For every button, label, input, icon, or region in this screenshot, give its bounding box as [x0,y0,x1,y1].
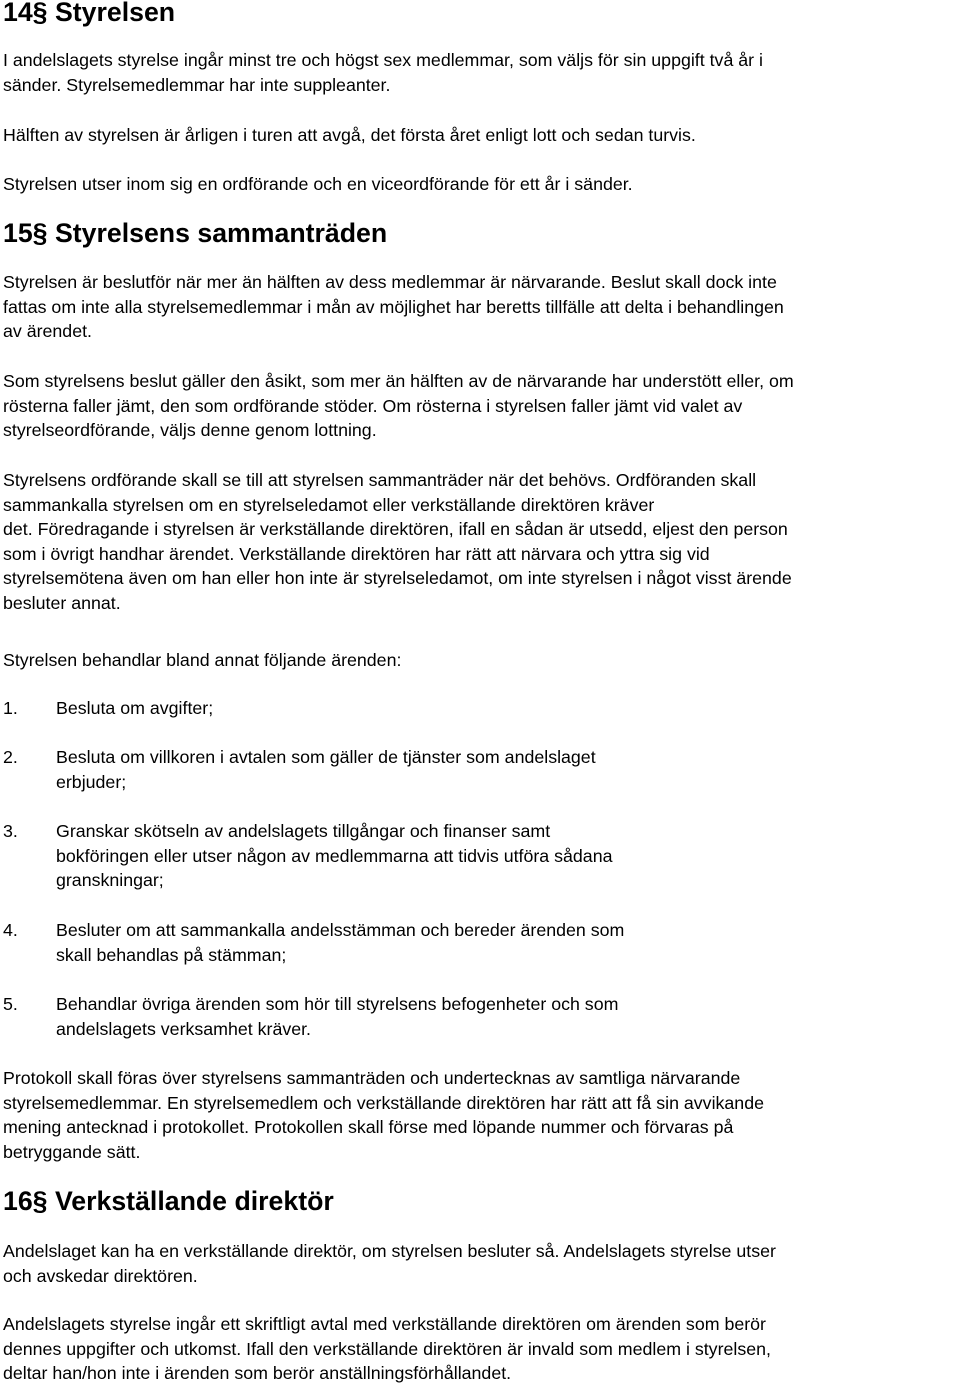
list-item-number: 3. [3,821,18,841]
paragraph-chair-election: Styrelsen utser inom sig en ordförande och en viceordförande för ett år i sänder. [3,174,633,194]
paragraph-board-composition: I andelslagets styrelse ingår minst tre och högst sex medlemmar, som väljs för sin uppgift två år i sänder. Styrelsemedlemmar har inte suppleanter. [3,50,763,95]
section-heading-14: 14§ Styrelsen [3,0,176,27]
list-item-number: 2. [3,747,18,767]
paragraph-ceo-contract: Andelslagets styrelse ingår ett skriftligt avtal med verkställande direktören om ärenden som berör dennes uppgifter och utkomst. Ifall den verkställande direktören är invald som medlem i styrelsen, deltar han/hon inte i ärenden som berör anställningsförhållandet. [3,1314,771,1384]
list-item-number: 1. [3,698,18,718]
list-item-text: Besluter om att sammankalla andelsstämman och bereder ärenden som skall behandlas på stämman; [56,920,625,965]
paragraph-ceo-appointment: Andelslaget kan ha en verkställande direktör, om styrelsen besluter så. Andelslagets styrelse utser och avskedar direktören. [3,1241,776,1286]
section-heading-15: 15§ Styrelsens sammanträden [3,218,388,248]
section-heading-16: 16§ Verkställande direktör [3,1186,334,1216]
paragraph-quorum: Styrelsen är beslutför när mer än hälften av dess medlemmar är närvarande. Beslut skall dock inte fattas om inte alla styrelsemedlemmar i mån av möjlighet har beretts tillfälle att delta i behandlingen av ärendet. [3,272,784,342]
paragraph-chair-duties: Styrelsens ordförande skall se till att styrelsen sammanträder när det behövs. Ordföranden skall sammankalla styrelsen om en styrelseledamot eller verkställande direktören kräver det. Föredragande i styrelsen är verkställande direktören, ifall en sådan är utsedd, eljest den person som i övrigt handhar ärendet. Verkställande direktören har rätt att närvara och yttra sig vid styrelsemötena även om han eller hon inte är styrelseledamot, om inte styrelsen i något visst ärende besluter annat. [3,470,792,613]
list-item-number: 5. [3,994,18,1014]
paragraph-minutes: Protokoll skall föras över styrelsens sammanträden och undertecknas av samtliga närvarande styrelsemedlemmar. En styrelsemedlem och verkställande direktören har rätt att få sin avvikande mening antecknad i protokollet. Protokollen skall förse med löpande nummer och förvaras på betryggande sätt. [3,1068,764,1162]
paragraph-board-rotation: Hälften av styrelsen är årligen i turen att avgå, det första året enligt lott och sedan turvis. [3,125,696,145]
paragraph-voting: Som styrelsens beslut gäller den åsikt, som mer än hälften av de närvarande har understött eller, om rösterna faller jämt, den som ordförande stöder. Om rösterna i styrelsen faller jämt vid valet av styrelseordförande, väljs denne genom lottning. [3,371,794,441]
paragraph-list-intro: Styrelsen behandlar bland annat följande ärenden: [3,650,402,670]
list-item-text: Behandlar övriga ärenden som hör till styrelsens befogenheter och som andelslagets verksamhet kräver. [56,994,619,1039]
list-item-text: Granskar skötseln av andelslagets tillgångar och finanser samt bokföringen eller utser någon av medlemmarna att tidvis utföra sådana granskningar; [56,821,613,891]
list-item-text: Besluta om avgifter; [56,698,214,718]
list-item-text: Besluta om villkoren i avtalen som gäller de tjänster som andelslaget erbjuder; [56,747,596,792]
list-item-number: 4. [3,920,18,940]
